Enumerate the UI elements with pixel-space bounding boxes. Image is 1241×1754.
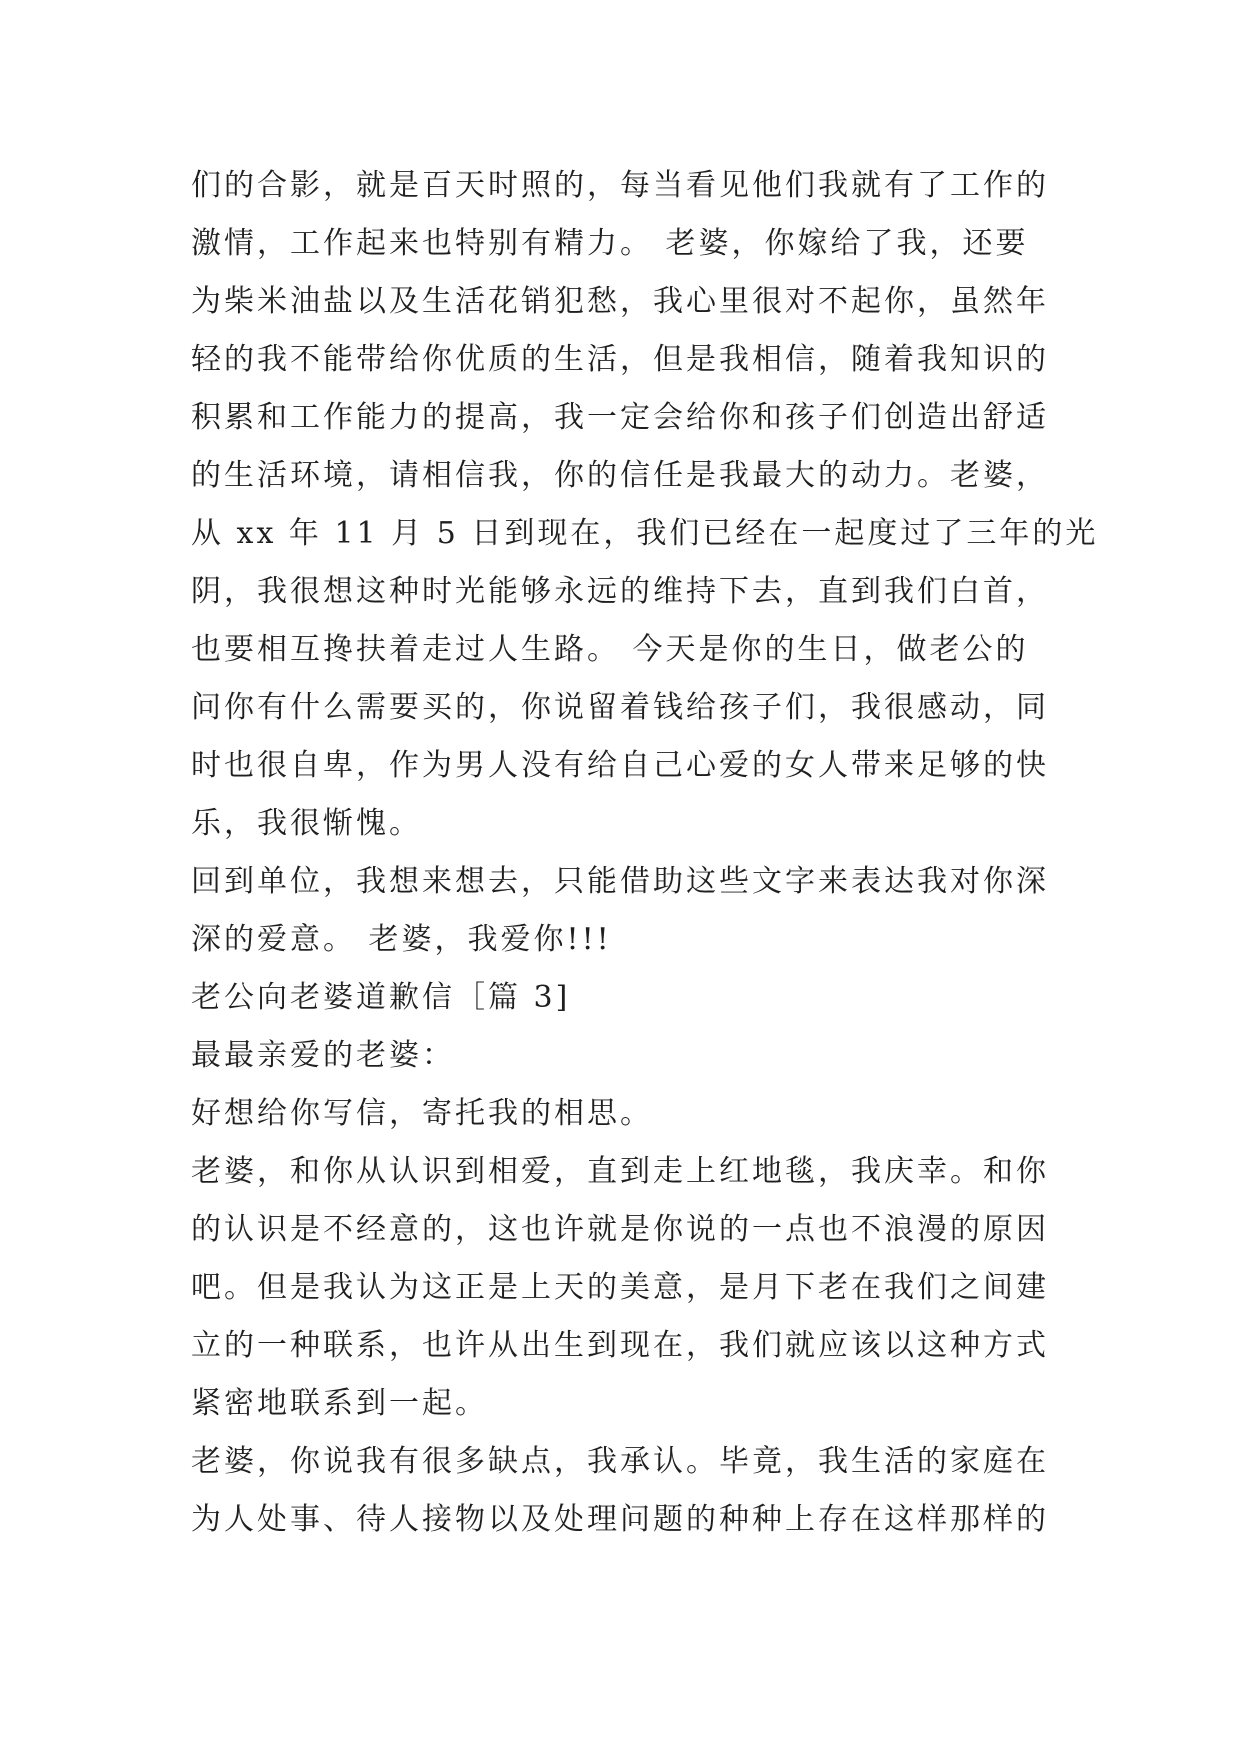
text-line: 积累和工作能力的提高，我一定会给你和孩子们创造出舒适 [191,400,1049,435]
text-line: 为人处事、待人接物以及处理问题的种种上存在这样那样的 [191,1502,1049,1537]
text-line: 为柴米油盐以及生活花销犯愁，我心里很对不起你，虽然年 [191,284,1049,319]
text-line: 激情，工作起来也特别有精力。 老婆，你嫁给了我，还要 [191,226,1029,261]
section-heading: 老公向老婆道歉信［篇 3] [191,980,571,1015]
text-line: 立的一种联系，也许从出生到现在，我们就应该以这种方式 [191,1328,1049,1363]
text-line: 乐，我很惭愧。 [191,806,422,841]
text-line: 们的合影，就是百天时照的，每当看见他们我就有了工作的 [191,168,1049,203]
text-line: 的认识是不经意的，这也许就是你说的一点也不浪漫的原因 [191,1212,1049,1247]
text-line: 也要相互搀扶着走过人生路。 今天是你的生日，做老公的 [191,632,1029,667]
text-line: 老婆，你说我有很多缺点，我承认。毕竟，我生活的家庭在 [191,1444,1049,1479]
text-line: 回到单位，我想来想去，只能借助这些文字来表达我对你深 [191,864,1049,899]
text-line: 时也很自卑，作为男人没有给自己心爱的女人带来足够的快 [191,748,1049,783]
text-line: 老婆，和你从认识到相爱，直到走上红地毯，我庆幸。和你 [191,1154,1049,1189]
text-line: 问你有什么需要买的，你说留着钱给孩子们，我很感动，同 [191,690,1049,725]
text-line: 的生活环境，请相信我，你的信任是我最大的动力。老婆， [191,458,1049,493]
salutation: 最最亲爱的老婆： [191,1038,455,1073]
text-line: 深的爱意。 老婆，我爱你!!! [191,922,612,957]
text-line: 好想给你写信，寄托我的相思。 [191,1096,653,1131]
text-line: 紧密地联系到一起。 [191,1386,488,1421]
text-line: 轻的我不能带给你优质的生活，但是我相信，随着我知识的 [191,342,1049,377]
document-body [191,157,1099,1549]
text-line: 从 xx 年 11 月 5 日到现在，我们已经在一起度过了三年的光 [191,516,1099,551]
text-line: 阴，我很想这种时光能够永远的维持下去，直到我们白首， [191,574,1049,609]
text-line: 吧。但是我认为这正是上天的美意，是月下老在我们之间建 [191,1270,1049,1305]
